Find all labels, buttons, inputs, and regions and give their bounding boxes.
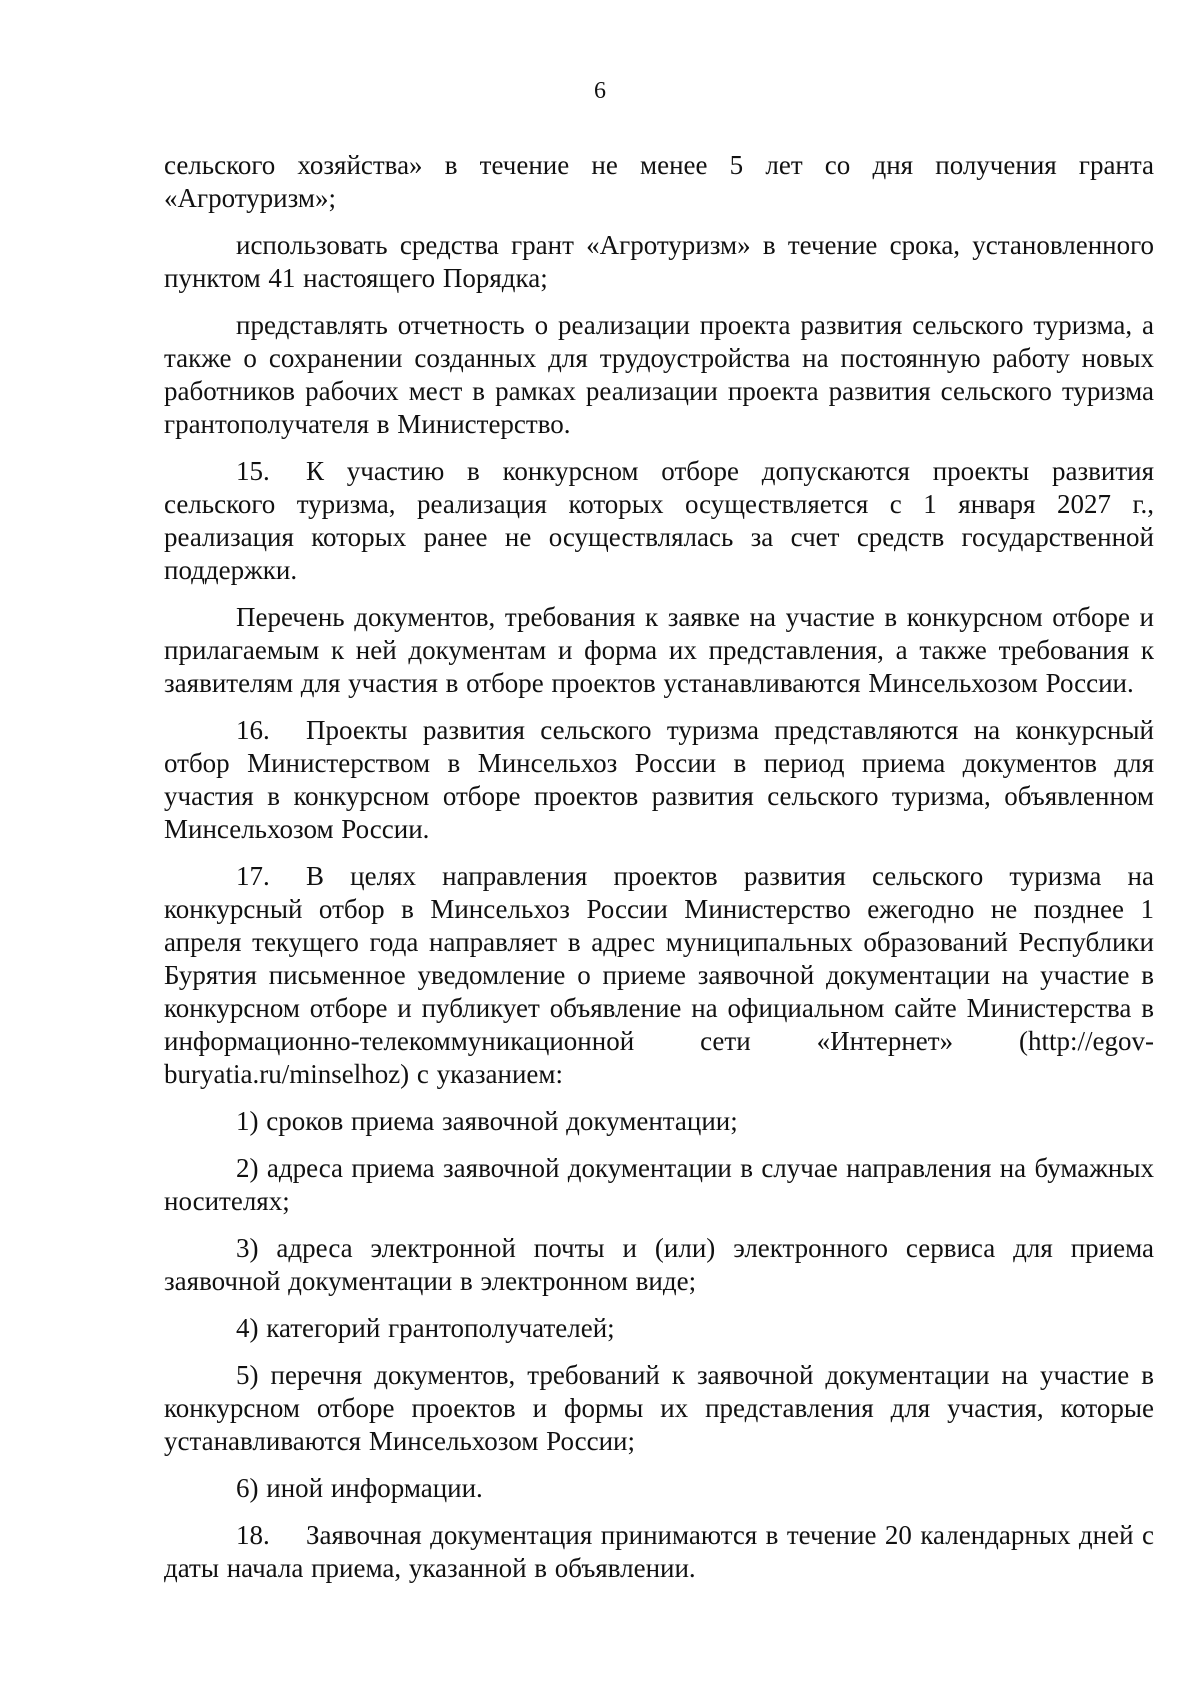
paragraph-obligation-use-funds	[164, 229, 1154, 295]
paragraph-text: В целях направления проектов развития сельского туризма на конкурсный отбор в Минсельхоз России Министерство ежегодно не позднее 1 апреля текущего года направляет в адрес муниципальных образований Республики Бурятия письменное уведомление о приеме заявочной документации на участие в конкурсном отборе и публикует объявление на официальном сайте Министерства в информационно-телекоммуникационной сети «Интернет» (http://egov-buryatia.ru/minselhoz) с указанием:	[164, 861, 1154, 1089]
paragraph-text: Проекты развития сельского туризма представляются на конкурсный отбор Министерством в Минсельхоз России в период приема документов для участия в конкурсном отборе проектов развития сельского туризма, объявленном Минсельхозом России.	[164, 715, 1154, 844]
paragraph-item-16	[164, 714, 1154, 846]
paragraph-text: 3) адреса электронной почты и (или) электронного сервиса для приема заявочной документации в электронном виде;	[164, 1233, 1154, 1296]
paragraph-text: сельского хозяйства» в течение не менее 5 лет со дня получения гранта «Агротуризм»;	[164, 150, 1154, 213]
list-item-2	[164, 1152, 1154, 1218]
document-body	[164, 149, 1154, 1599]
paragraph-item-15	[164, 455, 1154, 587]
paragraph-text: 4) категорий грантополучателей;	[236, 1313, 615, 1343]
paragraph-item-17	[164, 860, 1154, 1091]
paragraph-text: использовать средства грант «Агротуризм» в течение срока, установленного пунктом 41 настоящего Порядка;	[164, 230, 1154, 293]
item-number: 17.	[236, 861, 270, 891]
paragraph-text: 2) адреса приема заявочной документации в случае направления на бумажных носителях;	[164, 1153, 1154, 1216]
item-number: 15.	[236, 456, 270, 486]
paragraph-text: Заявочная документация принимаются в течение 20 календарных дней с даты начала приема, указанной в объявлении.	[164, 1520, 1154, 1583]
paragraph-continuation	[164, 149, 1154, 215]
paragraph-text: 5) перечня документов, требований к заявочной документации на участие в конкурсном отборе проектов и формы их представления для участия, которые устанавливаются Минсельхозом России;	[164, 1360, 1154, 1456]
paragraph-text: Перечень документов, требования к заявке на участие в конкурсном отборе и прилагаемым к ней документам и форма их представления, а также требования к заявителям для участия в отборе проектов устанавливаются Минсельхозом России.	[164, 602, 1154, 698]
paragraph-documents-list	[164, 601, 1154, 700]
paragraph-obligation-reporting	[164, 309, 1154, 441]
list-item-1	[164, 1105, 1154, 1138]
list-item-5	[164, 1359, 1154, 1458]
paragraph-item-18	[164, 1519, 1154, 1585]
item-number: 18.	[236, 1520, 270, 1550]
page-number: 6	[594, 78, 606, 104]
item-number: 16.	[236, 715, 270, 745]
list-item-6	[164, 1472, 1154, 1505]
list-item-3	[164, 1232, 1154, 1298]
list-item-4	[164, 1312, 1154, 1345]
paragraph-text: 1) сроков приема заявочной документации;	[236, 1106, 738, 1136]
paragraph-text: К участию в конкурсном отборе допускаются проекты развития сельского туризма, реализация которых осуществляется с 1 января 2027 г., реализация которых ранее не осуществлялась за счет средств государственной поддержки.	[164, 456, 1154, 585]
paragraph-text: представлять отчетность о реализации проекта развития сельского туризма, а также о сохранении созданных для трудоустройства на постоянную работу новых работников рабочих мест в рамках реализации проекта развития сельского туризма грантополучателя в Министерство.	[164, 310, 1154, 439]
paragraph-text: 6) иной информации.	[236, 1473, 483, 1503]
